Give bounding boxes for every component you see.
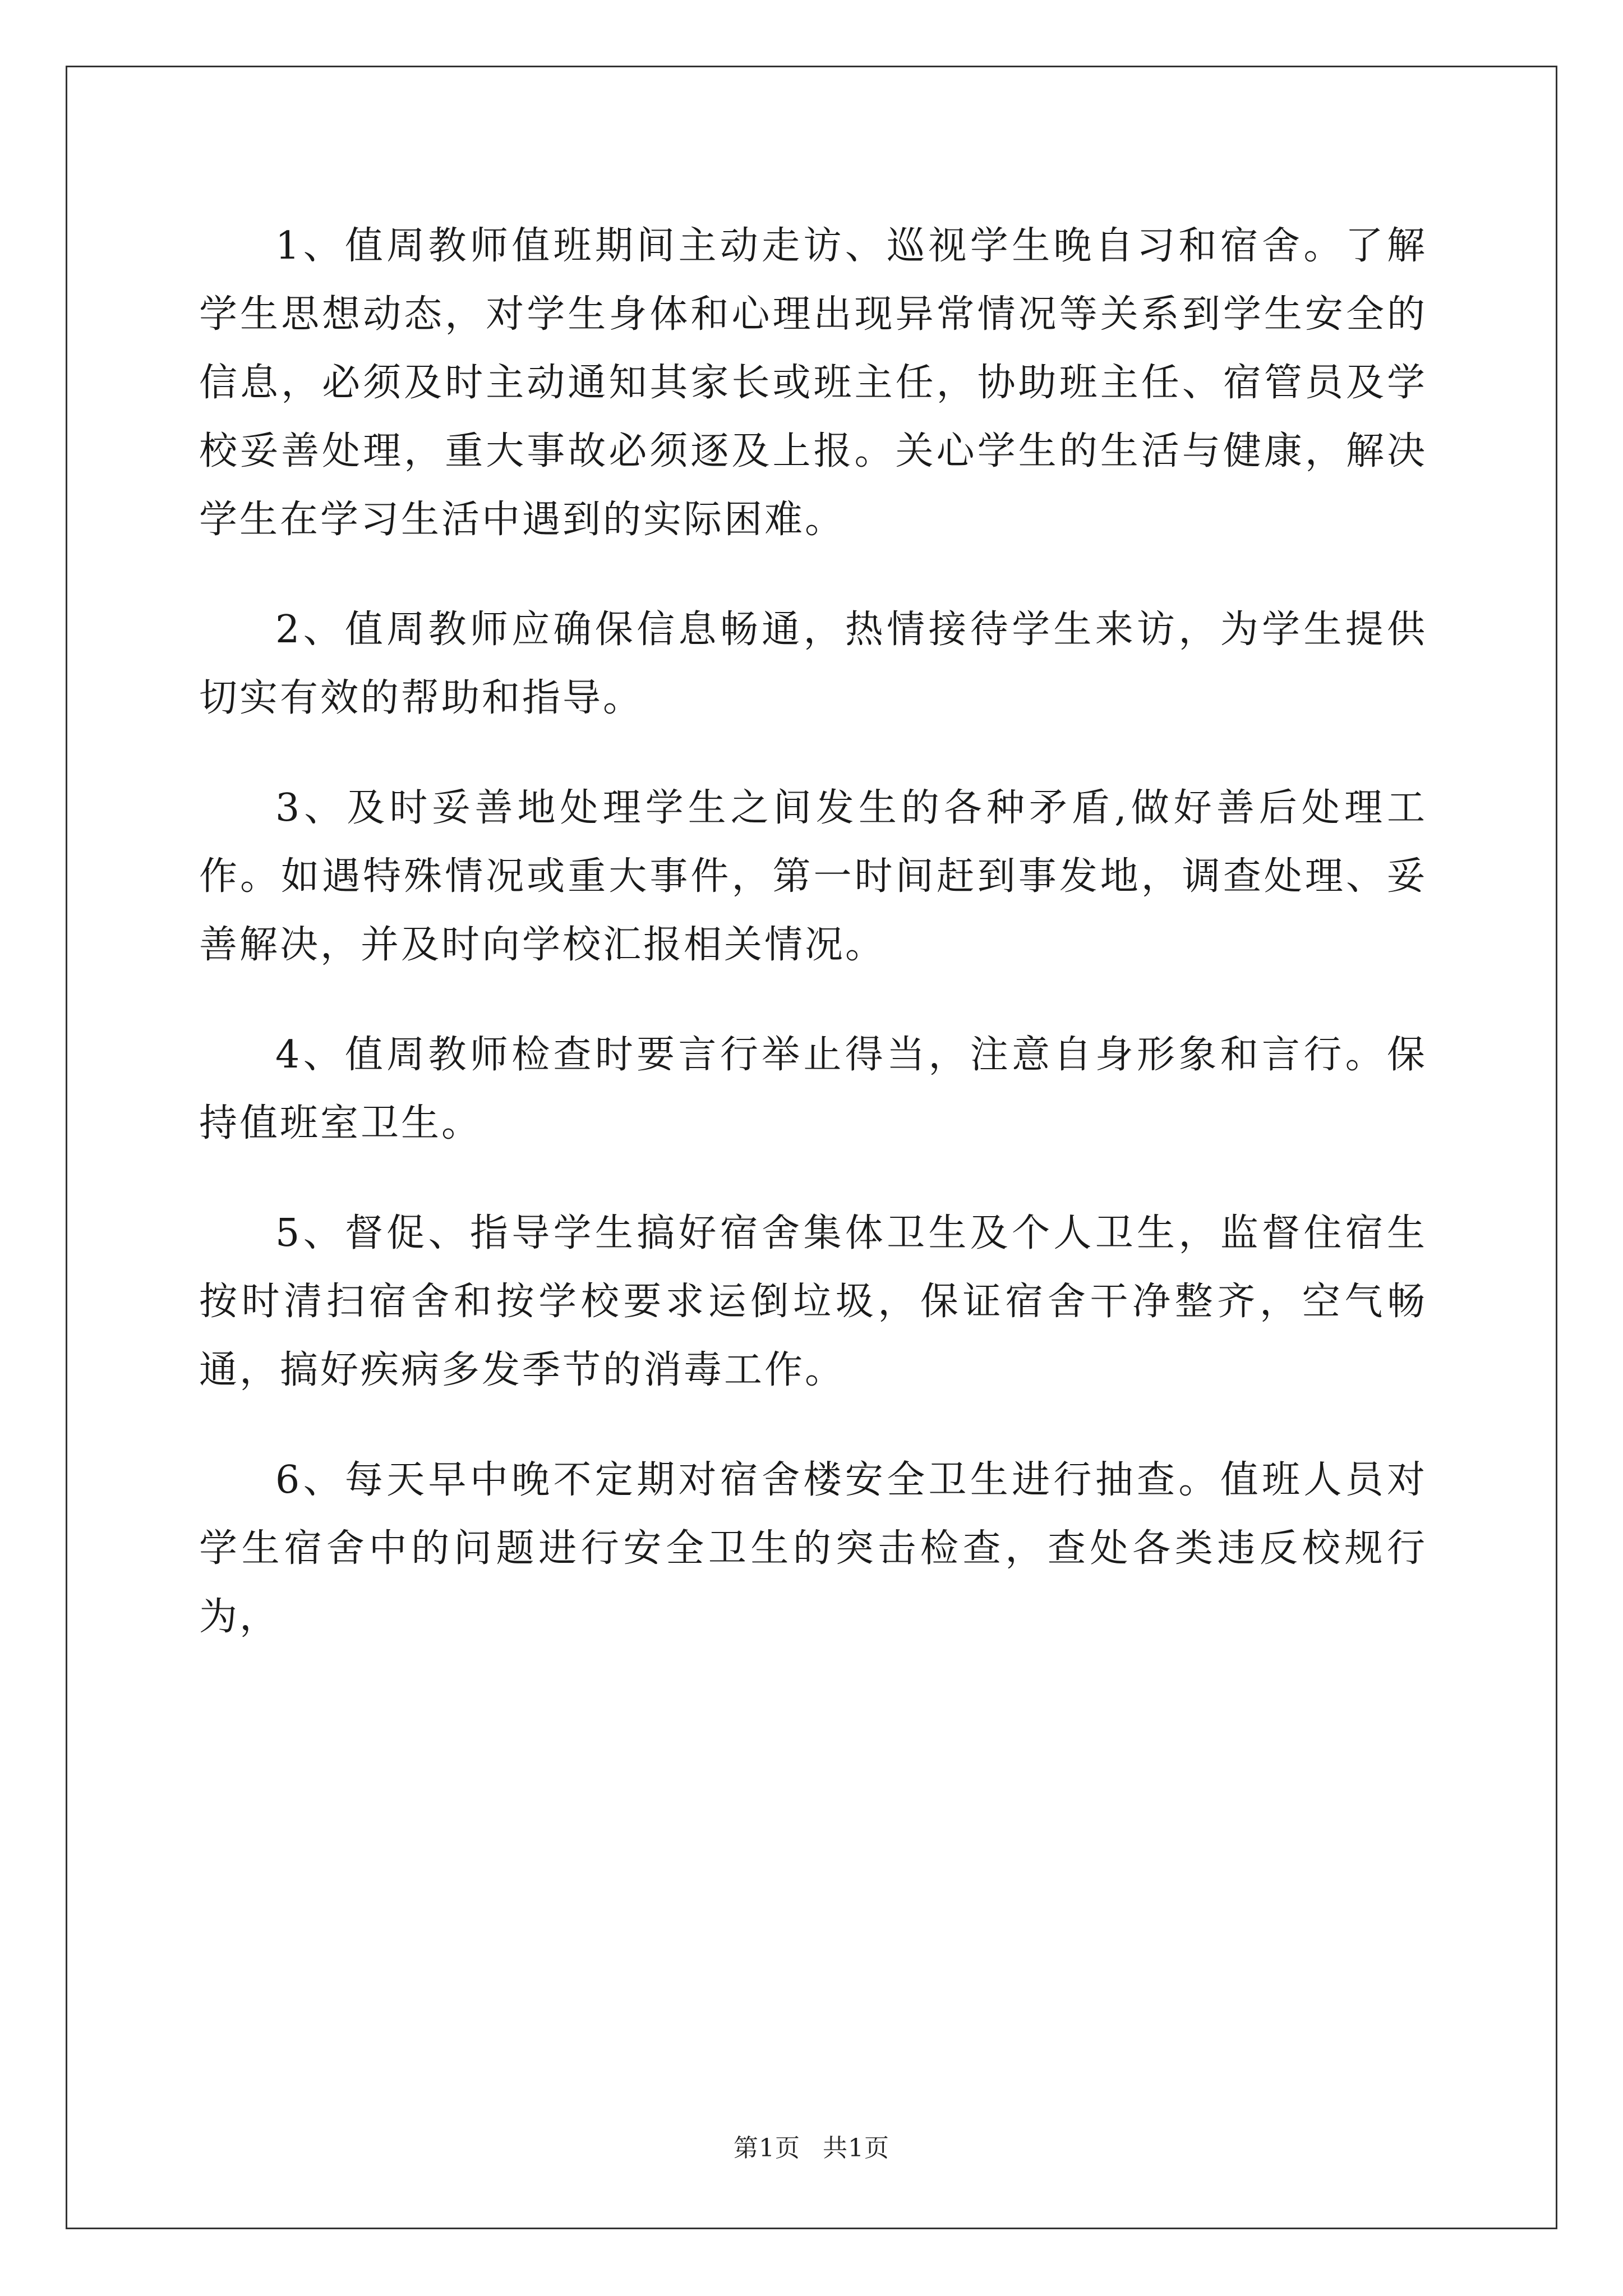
paragraph-6: 6、每天早中晚不定期对宿舍楼安全卫生进行抽查。值班人员对学生宿舍中的问题进行安全卫生的突击检查，查处各类违反校规行为， bbox=[199, 1458, 1427, 1639]
paragraph-3: 3、及时妥善地处理学生之间发生的各种矛盾,做好善后处理工作。如遇特殊情况或重大事件，第一时间赶到事发地，调查处理、妥善解决，并及时向学校汇报相关情况。 bbox=[199, 786, 1427, 967]
paragraph-1: 1、值周教师值班期间主动走访、巡视学生晚自习和宿舍。了解学生思想动态，对学生身体和心理出现异常情况等关系到学生安全的信息，必须及时主动通知其家长或班主任，协助班主任、宿管员及学校妥善处理，重大事故必须逐及上报。关心学生的生活与健康，解决学生在学习生活中遇到的实际困难。 bbox=[199, 224, 1427, 542]
paragraph-2: 2、值周教师应确保信息畅通，热情接待学生来访，为学生提供切实有效的帮助和指导。 bbox=[199, 608, 1427, 720]
document-body bbox=[199, 212, 1427, 1693]
page-footer bbox=[0, 2132, 1623, 2165]
page-number: 第1页 bbox=[734, 2134, 800, 2162]
page-total: 共1页 bbox=[823, 2134, 889, 2162]
paragraph-5: 5、督促、指导学生搞好宿舍集体卫生及个人卫生，监督住宿生按时清扫宿舍和按学校要求运倒垃圾，保证宿舍干净整齐，空气畅通，搞好疾病多发季节的消毒工作。 bbox=[199, 1211, 1427, 1392]
paragraph-4: 4、值周教师检查时要言行举止得当，注意自身形象和言行。保持值班室卫生。 bbox=[199, 1033, 1427, 1145]
